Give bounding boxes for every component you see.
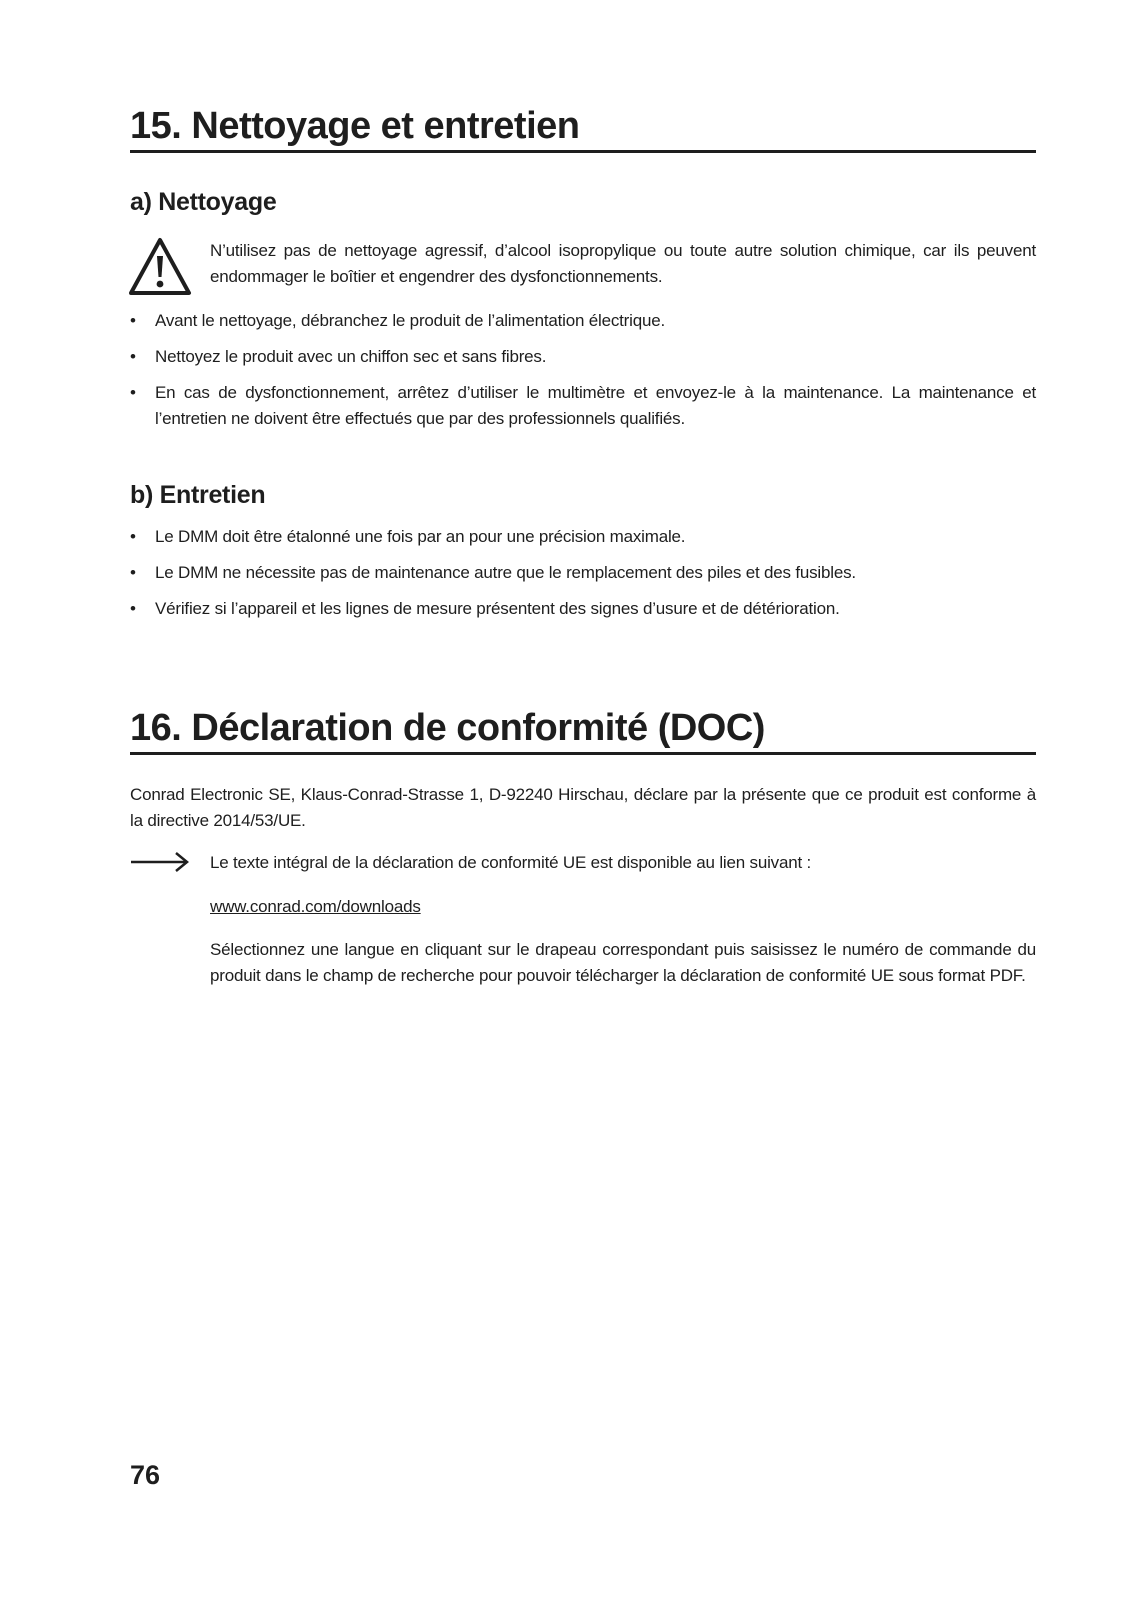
arrow-right-icon xyxy=(130,850,190,874)
list-item: • Nettoyez le produit avec un chiffon sec et sans fibres. xyxy=(130,344,1036,370)
list-item: • Avant le nettoyage, débranchez le produit de l’alimentation électrique. xyxy=(130,308,1036,334)
bullet-marker: • xyxy=(130,383,136,402)
list-item: • Le DMM ne nécessite pas de maintenance autre que le remplacement des piles et des fusibles. xyxy=(130,560,1036,586)
list-item: • Vérifiez si l’appareil et les lignes de mesure présentent des signes d’usure et de détérioration. xyxy=(130,596,1036,622)
page-number: 76 xyxy=(130,1460,161,1490)
bullet-marker: • xyxy=(130,527,136,546)
section-heading-entretien: b) Entretien xyxy=(130,481,266,509)
conformity-intro: Conrad Electronic SE, Klaus-Conrad-Strasse 1, D-92240 Hirschau, déclare par la présente que ce produit est conforme à la directive 2014/53/UE. xyxy=(130,785,1036,830)
maintenance-list xyxy=(130,524,1036,632)
cleaning-list xyxy=(130,308,1036,442)
list-item: • Le DMM doit être étalonné une fois par an pour une précision maximale. xyxy=(130,524,1036,550)
section-heading-nettoyage: a) Nettoyage xyxy=(130,188,277,216)
bullet-marker: • xyxy=(130,599,136,618)
warning-icon xyxy=(128,236,192,298)
chapter-title-15: 15. Nettoyage et entretien xyxy=(130,104,1036,153)
declaration-availability-text: Le texte intégral de la déclaration de conformité UE est disponible au lien suivant : xyxy=(210,853,812,872)
bullet-marker: • xyxy=(130,563,136,582)
chapter-title-16: 16. Déclaration de conformité (DOC) xyxy=(130,706,1036,755)
warning-text: N’utilisez pas de nettoyage agressif, d’alcool isopropylique ou toute autre solution chimique, car ils peuvent endommager le boîtier et engendrer des dysfonctionnements. xyxy=(210,241,1036,286)
list-item: • En cas de dysfonctionnement, arrêtez d’utiliser le multimètre et envoyez-le à la maintenance. La maintenance et l’entretien ne doivent être effectués que par des professionnels qualifiés. xyxy=(130,380,1036,432)
downloads-link[interactable]: www.conrad.com/downloads xyxy=(210,897,421,916)
bullet-marker: • xyxy=(130,311,136,330)
bullet-marker: • xyxy=(130,347,136,366)
download-instructions: Sélectionnez une langue en cliquant sur le drapeau correspondant puis saisissez le numéro de commande du produit dans le champ de recherche pour pouvoir télécharger la déclaration de conformité UE sous format PDF. xyxy=(210,940,1036,985)
